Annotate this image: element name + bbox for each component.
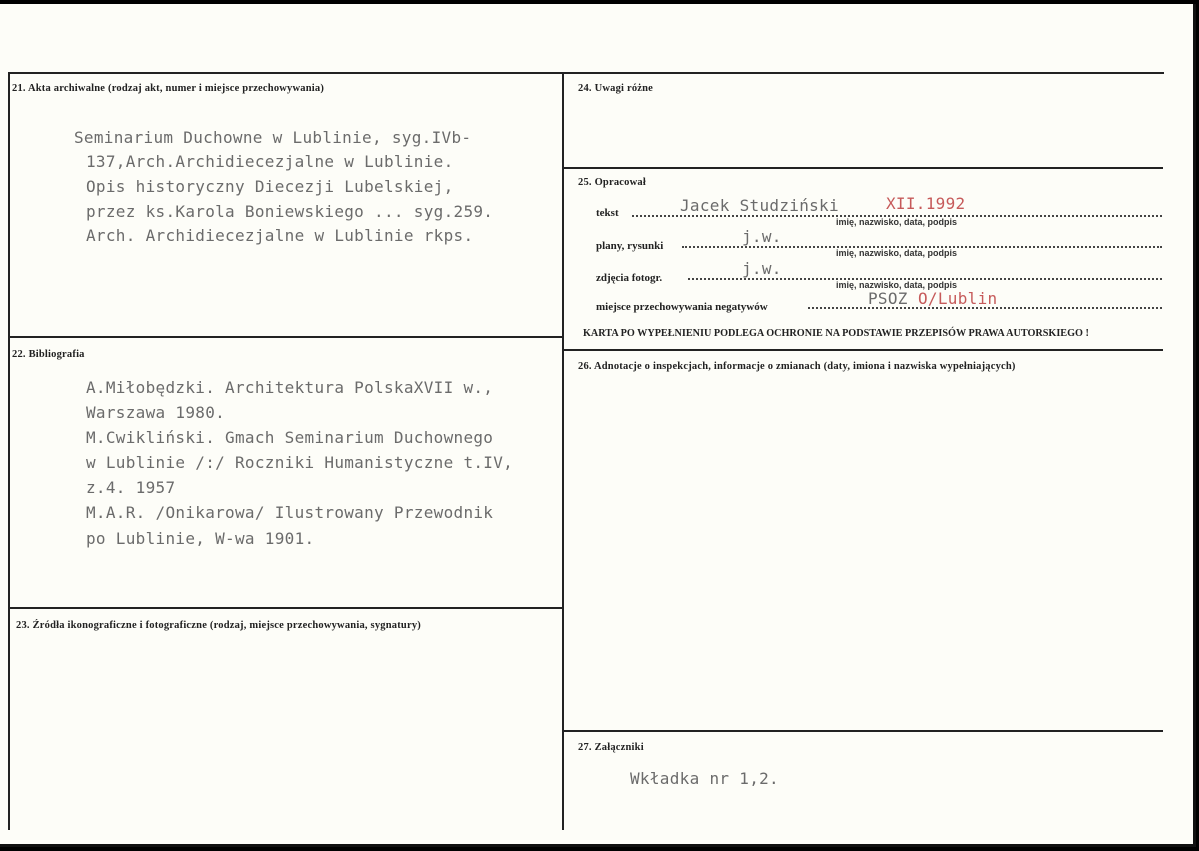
- section-21-line-2: 137,Arch.Archidiecezjalne w Lublinie.: [86, 152, 454, 171]
- section-22-line-3: M.Cwikliński. Gmach Seminarium Duchownego: [86, 428, 494, 447]
- section-21-line-5: Arch. Archidiecezjalne w Lublinie rkps.: [86, 226, 474, 245]
- section-22-line-6: M.A.R. /Onikarowa/ Ilustrowany Przewodnik: [86, 503, 494, 522]
- section-21-label: Akta archiwalne: [27, 83, 106, 94]
- section-21-line-3: Opis historyczny Diecezji Lubelskiej,: [86, 177, 454, 196]
- copyright-notice: KARTA PO WYPEŁNIENIU PODLEGA OCHRONIE NA PODSTAWIE PRZEPISÓW PRAWA AUTORSKIEGO !: [583, 328, 1089, 339]
- section-21-line-1: Seminarium Duchowne w Lublinie, syg.IVb-: [74, 128, 472, 147]
- section-22-line-7: po Lublinie, W-wa 1901.: [86, 529, 315, 548]
- section-21-line-4: przez ks.Karola Boniewskiego ... syg.259.: [86, 202, 494, 221]
- column-divider: [562, 72, 564, 830]
- section-22-label: Bibliografia: [28, 349, 85, 360]
- tekst-value: Jacek Studziński: [680, 196, 839, 215]
- tekst-date: XII.1992: [886, 194, 966, 213]
- section-24-label: Uwagi różne: [594, 83, 654, 94]
- section-22-line-1: A.Miłobędzki. Architektura PolskaXVII w.,: [86, 378, 494, 397]
- section-27-number: 27.: [578, 742, 592, 753]
- section-22-line-2: Warszawa 1980.: [86, 403, 226, 422]
- section-22-line-4: w Lublinie /:/ Roczniki Humanistyczne t.IV,: [86, 453, 514, 472]
- section-27-label: Załączniki: [594, 742, 644, 753]
- tekst-hint: imię, nazwisko, data, podpis: [836, 217, 958, 227]
- section-24-number: 24.: [578, 83, 592, 94]
- left-border: [8, 72, 10, 830]
- divider-26-27: [563, 730, 1163, 732]
- divider-21-22: [8, 336, 563, 338]
- section-23-heading: [16, 620, 421, 631]
- zdjecia-value: j.w.: [742, 259, 782, 278]
- divider-22-23: [8, 607, 563, 609]
- divider-24-25: [563, 167, 1163, 169]
- tekst-label: tekst: [596, 207, 619, 219]
- section-25-heading: [578, 177, 646, 188]
- negatywy-label: miejsce przechowywania negatywów: [596, 301, 768, 313]
- section-21-heading: [12, 83, 324, 94]
- section-21-sublabel: (rodzaj akt, numer i miejsce przechowywania): [108, 83, 325, 94]
- divider-25-26: [563, 349, 1163, 351]
- negatywy-value-2: O/Lublin: [918, 289, 998, 308]
- section-22-line-5: z.4. 1957: [86, 478, 176, 497]
- section-27-heading: [578, 742, 644, 753]
- section-27-value: Wkładka nr 1,2.: [630, 769, 779, 788]
- section-26-label: Adnotacje o inspekcjach, informacje o zmianach: [593, 361, 821, 372]
- section-21-number: 21.: [12, 83, 26, 94]
- section-22-number: 22.: [12, 349, 26, 360]
- section-26-sublabel: (daty, imiona i nazwiska wypełniających): [823, 361, 1016, 372]
- section-24-heading: [578, 83, 653, 94]
- section-22-heading: [12, 349, 85, 360]
- section-25-number: 25.: [578, 177, 592, 188]
- section-26-number: 26.: [578, 361, 592, 372]
- section-25-label: Opracował: [594, 177, 646, 188]
- record-card: [0, 4, 1196, 847]
- zdjecia-hint: imię, nazwisko, data, podpis: [836, 280, 958, 290]
- section-23-number: 23.: [16, 620, 30, 631]
- section-26-heading: [578, 361, 1016, 372]
- plany-hint: imię, nazwisko, data, podpis: [836, 248, 958, 258]
- top-rule: [8, 72, 1164, 74]
- negatywy-value: PSOZ: [868, 289, 908, 308]
- section-23-sublabel: (rodzaj, miejsce przechowywania, sygnatury): [209, 620, 421, 631]
- section-23-label: Źródła ikonograficzne i fotograficzne: [32, 620, 208, 631]
- zdjecia-label: zdjęcia fotogr.: [596, 272, 663, 284]
- plany-label: plany, rysunki: [596, 240, 664, 252]
- plany-value: j.w.: [742, 227, 782, 246]
